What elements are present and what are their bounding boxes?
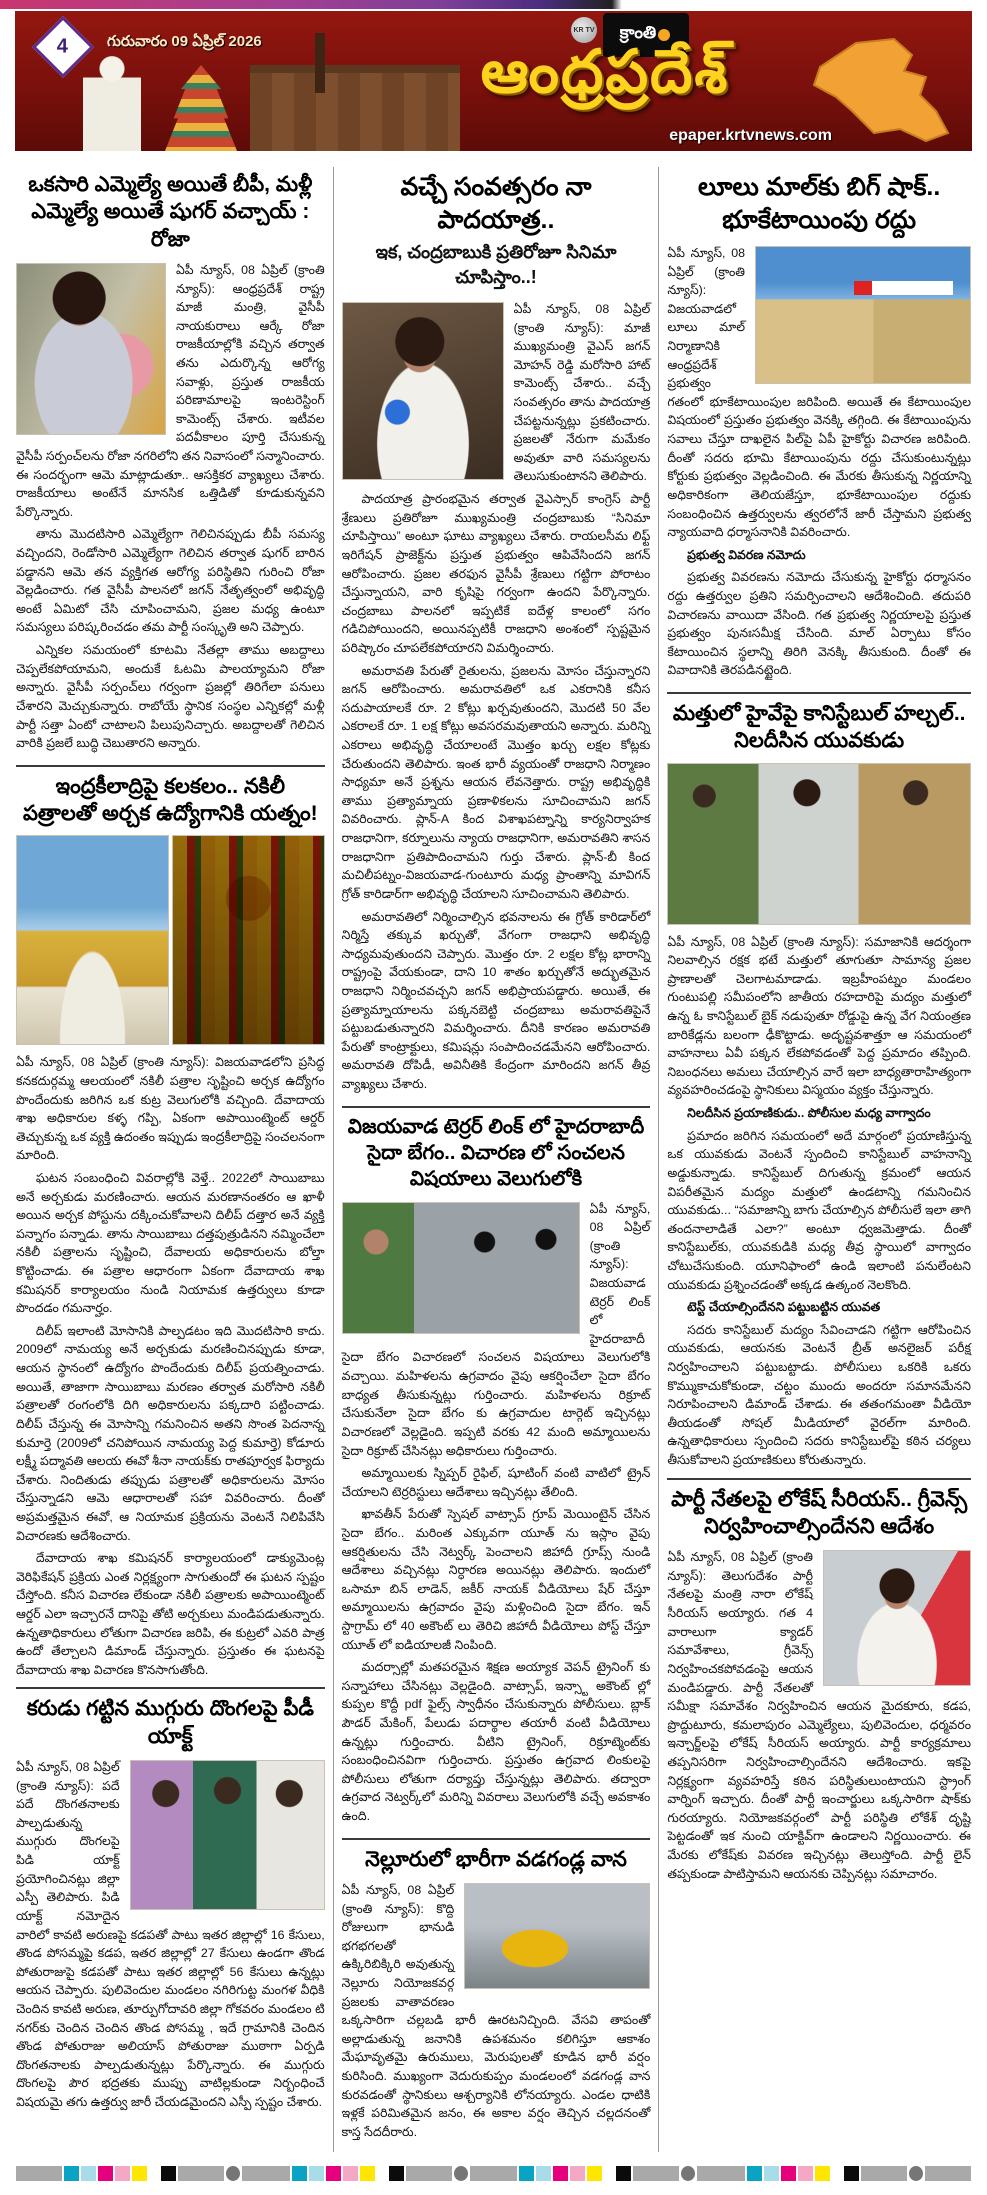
nellore-rain-photo bbox=[464, 1883, 650, 1989]
body-paragraph: సదరు కానిస్టేబుల్ మద్యం సేవించాడని గట్టిగా ఆరోపించిన యువకుడు, ఆయనకు వెంటనే బ్రీత్ అనలైజర్ పరీక్ష నిర్వహించాలని పట్టుబట్టాడు. పోలీసులు ఒకరికి ఒకరు కొమ్ముకాచుకోకుండా, చట్టం ముందు అందరూ సమానమేనని నిరూపించాలని డిమాండ్ చేశాడు. ఈ తతంగమంతా వీడియో తీయడంతో సోషల్ మీడియాలో వైరల్‌గా మారింది. ఉన్నతాధికారులు స్పందించి సదరు కానిస్టేబుల్‌పై కఠిన చర్యలు తీసుకోవాలని ప్రయాణికులు కోరుతున్నారు. bbox=[667, 1322, 971, 1468]
body-paragraph: అమ్మాయిలకు స్నిప్పర్ రైఫిల్, షూటింగ్ వంటి వాటిలో ట్రైన్ చేయాలని టెర్రరిస్టులు ఆదేశాలు ఇచ్చినట్లు తేలింది. bbox=[341, 1466, 651, 1499]
article-temple-body bbox=[16, 1053, 325, 1679]
article-pd-act-headline: కరుడు గట్టిన ముగ్గురు దొంగలపై పీడీ యాక్ట్ bbox=[26, 1697, 314, 1748]
article-temple-headline: ఇంద్రకీలాద్రిపై కలకలం.. నకిలీ పత్రాలతో అర్చక ఉద్యోగానికి యత్నం! bbox=[22, 774, 318, 826]
article-roja-body bbox=[16, 261, 325, 757]
krtv-logo-icon: KR TV bbox=[571, 17, 597, 43]
ap-map-graphic bbox=[808, 37, 958, 143]
article-temple-fraud bbox=[16, 773, 325, 1680]
roja-photo bbox=[16, 263, 166, 435]
article-nellore-rain bbox=[342, 1846, 651, 2146]
body-paragraph: తాను మొదటిసారి ఎమ్మెల్యేగా గెలిచినప్పుడు బీపీ సమస్య వచ్చిందని, రెండోసారి ఎమ్మెల్యేగా గెలిచిన తర్వాత షుగర్ బారిన పడ్డానని ఆమె తన వ్యక్తిగత ఆరోగ్య పరిస్థితిని గురించి రోజా వెల్లడించారు. గత వైసీపీ పాలనలో జగన్ నేతృత్వంలో అభివృద్ధి అంటే ఏమిటో చేసి చూపించామని, ప్రజల మధ్య ఉంటూ సమస్యలు పరిష్కరించడం తమ పార్టీ సంస్కృతి అని చెప్పారు. bbox=[16, 527, 325, 635]
temple-gopuram-graphic bbox=[165, 65, 237, 151]
article-terror-headline: విజయవాడ టెర్రర్ లింక్ లో హైదరాబాదీ సైదా బేగం.. విచారణ లో సంచలన విషయాలు వెలుగులోకి bbox=[347, 1115, 645, 1190]
article-pd-act bbox=[16, 1695, 325, 2115]
body-paragraph: ప్రమాదం జరిగిన సమయంలో అదే మార్గంలో ప్రయాణిస్తున్న ఒక యువకుడు వెంటనే స్పందించి కానిస్టేబుల్ వాహనాన్ని అడ్డుకున్నాడు. కానిస్టేబుల్ దిగుతున్న క్రమంలో ఆయన విపరీతమైన మద్యం మత్తులో ఉండటాన్ని గమనించిన యువకుడు... “సమాజాన్ని బాగు చేయాల్సిన పోలీసులే ఇలా తాగి తందనాలాడితే ఎలా?” అంటూ ధ్వజమెత్తాడు. దీంతో కానిస్టేబుల్‌కు, యువకుడికి మధ్య తీవ్ర స్థాయిలో వాగ్వాదం చోటుచేసుకుంది. యూనిఫాంలో ఉండి ఇలాంటి పనులేంటని యువకుడు ప్రశ్నించడంతో అక్కడ ఉత్కంఠ నెలకొంది. bbox=[667, 1128, 971, 1292]
article-divider bbox=[667, 692, 971, 694]
article-lokesh-headline: పార్టీ నేతలపై లోకేష్ సీరియస్.. గ్రీవెన్స్ నిర్వహించాల్సిందేనని ఆదేశం bbox=[671, 1487, 968, 1538]
column-middle bbox=[342, 167, 651, 2152]
article-nellore-body bbox=[342, 1881, 651, 2146]
body-paragraph: అమరావతిలో నిర్మించాల్సిన భవనాలను ఈ గ్రోత్ కారిడార్‌లో నిర్మిస్తే తక్కువ ఖర్చుతో, వేగంగా రాజధాని అభివృద్ధి సాధ్యమవుతుందని చెప్పారు. మొత్తం రూ. 2 లక్షల కోట్ల భారాన్ని రాష్ట్రంపై వేయకుండా, దాని 10 శాతం ఖర్చుతోనే అద్భుతమైన రాజధాని నిర్మించవచ్చని జగన్ అభిప్రాయపడ్డారు. అయితే, ఈ ప్రత్యామ్నాయాలను పక్కనబెట్టి చంద్రబాబు అమరావతిపైనే పట్టుబడుతున్నారని విమర్శించారు. దీనికి కారణం అమరావతి పేరుతో కాంట్రాక్టులు, కమిషన్లు సంపాదించడమేనని ఆరోపించారు. అమరావతి దోపిడీ, అవినీతికి కేంద్రంగా మారిందని జగన్ తీవ్ర వ్యాఖ్యలు చేశారు. bbox=[341, 909, 651, 1091]
article-roja bbox=[16, 171, 325, 757]
body-paragraph: ఎన్నికల సమయంలో కూటమి నేతల్లా తాము అబద్దాలు చెప్పలేకపోయామని, అందుకే ఓటమి పాలయ్యామని రోజా అన్నారు. వైసీపీ సర్పంచ్‌లు గర్వంగా ప్రజల్లో తిరిగేలా పనులు చేశారని మెచ్చుకున్నారు. రాబోయే స్థానిక సంస్థల ఎన్నికల్లో మళ్లీ పార్టీ సత్తా ఏంటో చాటాలని పిలుపునిచ్చారు. అబద్దాలతో గెలిచిన వారికి ప్రజలే బుద్ధి చెబుతారని అన్నారు. bbox=[16, 643, 325, 751]
body-paragraph: దేవాదాయ శాఖ కమిషనర్ కార్యాలయంలో డాక్యుమెంట్ల వెరిఫికేషన్ ప్రక్రియ ఎంత నిర్లక్ష్యంగా సాగుతుందో ఈ ఘటన స్పష్టం చేస్తోంది. కనీస విచారణ లేకుండా నకిలీ పత్రాలకు అపాయింట్మెంట్ ఆర్డర్ ఎలా ఇచ్చారనే దానిపై తోటి అర్చకులు మండిపడుతున్నారు. ఉన్నతాధికారులు లోతుగా విచారణ జరిపి, ఈ కుట్రలో ఎవరి పాత్ర ఉందో తేల్చాలని డిమాండ్ చేస్తున్నారు. ప్రస్తుతం ఈ ఘటనపై దేవాదాయ శాఖ విచారణ కొనసాగుతోంది. bbox=[16, 1551, 325, 1677]
article-lulu-mall bbox=[667, 171, 971, 684]
body-paragraph: మదర్సాల్లో మతపరమైన శిక్షణ అయ్యాక వెపన్ ట్రైనింగ్ కు సన్నాహాలు చేసినట్లు వెల్లడైంది. వాట్సాప్, ఇన్స్టా అకౌంట్ ల్లో కుప్పల కొద్దీ pdf ఫైల్స్ స్వాధీనం చేసుకున్నారు పోలీసులు. బ్లాక్ పౌడర్ మేకింగ్, పేలుడు పదార్థాల తయారీ వంటి వీడియోలు ఉన్నట్లు గుర్తించారు. వీటిని ట్రైనింగ్, రిక్రూట్మెంట్‌కు సంబంధించినవిగా గుర్తించారు. ప్రస్తుతం ఉగ్రవాద లింకులపై పోలీసులు లోతుగా దర్యాప్తు చేస్తున్నట్లు తెలిపారు. తద్వారా ఉగ్రవాద నెట్వర్క్‌లో మరిన్ని వివరాలు వెలుగులోకి వచ్చే అవకాశం ఉంది. bbox=[341, 1660, 651, 1824]
article-divider bbox=[667, 1478, 971, 1480]
print-registration-strip-top bbox=[0, 0, 987, 9]
column-divider bbox=[658, 167, 659, 2152]
saida-begum-terror-photo bbox=[342, 1202, 580, 1334]
article-jagan-headline: వచ్చే సంవత్సరం నా పాదయాత్ర.. bbox=[400, 173, 592, 234]
body-paragraph: దిలీప్ ఇలాంటి మోసానికి పాల్పడటం ఇది మొదటిసారి కాదు. 2009లో నామయ్య అనే అర్చకుడు మరణించినప్పుడు కూడా, ఆయన స్థానంలో ఉద్యోగం పొందేందుకు దిలీప్ ప్రయత్నించాడు. అయితే, తాజాగా సాయిబాబు మరణం తర్వాత మరోసారి నకిలీ పత్రాలతో రంగంలోకి దిగి అధికారులను పక్కదారి పట్టించాడు. దిలీప్ చేస్తున్న ఈ మోసాన్ని గమనించిన అతని సొంత పెదనాన్న కుమార్తె (2009లో చనిపోయిన నామయ్య పెద్ద కుమార్తె) కోడూరు లక్ష్మీ పద్మావతి ఆలయ ఈవో శీనా నాయక్‌కు రాతపూర్వక ఫిర్యాదు చేశారు. నిందితుడు తప్పుడు పత్రాలతో అధికారులను మోసం చేస్తున్నాడని ఆమె ఆధారాలతో సహా వివరించారు. దీంతో అప్రమత్తమైన ఈవో, ఆ నియామక ప్రక్రియను వెంటనే నిలిపివేసి విచారణకు ఆదేశించారు. bbox=[16, 1323, 325, 1543]
article-divider bbox=[16, 765, 325, 767]
page-content bbox=[0, 159, 987, 2156]
article-drunk-constable bbox=[667, 700, 971, 1470]
three-thieves-photo bbox=[130, 1760, 325, 1910]
column-divider bbox=[333, 167, 334, 2152]
body-paragraph: పాదయాత్ర ప్రారంభమైన తర్వాత వైఎస్సార్ కాంగ్రెస్ పార్టీ శ్రేణులు ప్రతిరోజూ ముఖ్యమంత్రి చంద్రబాబుకు “సినిమా చూపిస్తాయి” అంటూ ఘాటు వ్యాఖ్యలు చేశారు. రాయలసీమ లిఫ్ట్ ఇరిగేషన్ ప్రాజెక్ట్‌ను ప్రస్తుత ప్రభుత్వం ఆపివేసిందని జగన్ ఆరోపించారు. ప్రజల తరఫున వైసీపీ శ్రేణులు గట్టిగా పోరాటం చేస్తున్నాయని, వారి కృషిపై గర్వంగా ఉందని పేర్కొన్నారు. చంద్రబాబు పాలనలో ఇప్పటికే ఐదేళ్ల కాలంలో సగం గడిచిపోయిందని, అయినప్పటికీ రాజధాని అంశంలో స్పష్టమైన పరిష్కారం చూపలేకపోయారని విమర్శించారు. bbox=[341, 492, 651, 655]
inline-subhead: టెస్ట్ చేయాల్సిందేనని పట్టుబట్టిన యువత bbox=[687, 1300, 881, 1315]
body-paragraph: ప్రభుత్వ వివరణను నమోదు చేసుకున్న హైకోర్టు ధర్మాసనం రద్దు ఉత్తర్వుల ప్రతిని సమర్పించాలని ఆదేశించింది. తదుపరి విచారణను వాయిదా వేసింది. గత ప్రభుత్వ నిర్ణయాలపై ప్రస్తుత ప్రభుత్వం పునఃసమీక్ష చేసింది. మాల్ ఏర్పాటు కోసం కేటాయించిన స్థలాన్ని తిరిగి వెనక్కి తీసుకుంది. దీంతో ఈ వివాదానికి తెరపడినట్టైంది. bbox=[667, 570, 971, 678]
body-paragraph: ఏపీ న్యూస్, 08 ఏప్రిల్ (క్రాంతి న్యూస్): పదే పదే దొంగతనాలకు పాల్పడుతున్న ముగ్గురు దొంగలపై పిడి యాక్ట్ ప్రయోగించినట్లు జిల్లా ఎస్పీ తెలిపారు. పిడి యాక్ట్ నమోదైన వారిలో కావటి అరుణపై కడపతో పాటు ఇతర జిల్లాల్లో 16 కేసులు, తొండ పోసమ్మపై కడప, ఇతర జిల్లాల్లో 27 కేసులు ఉండగా తొండ పోతురాజుపై కడపతో పాటు ఇతర జిల్లాల్లో 56 కేసులు ఉన్నట్లు ఆయన చెప్పారు. పులివెందుల మండలం నగిరిగుట్ట మంగళ వీధికి చెందిన కావటి అరుణ, తూర్పుగోదావరి జిల్లా గోకవరం మండలం టి నగర్‌కు చెందిన చెందిన తొండ పోసమ్మ , ఇదే గ్రామానికి చెందిన తొండ పోతురాజు అలియాస్ పోతురాజు ముఠాగా ఏర్పడి దొంగతనాలకు పాల్పడుతున్నట్లు పేర్కొన్నారు. ఈ ముగ్గురు దొంగలపై పౌర భద్రతకు ముప్పు వాటిల్లకుండా నిర్బంధించే విషయమై తగు ఉత్తర్వు జారీ చేయడమైందని ఎస్పీ స్పష్టం చేశారు. bbox=[16, 1760, 325, 2109]
masthead-title: ఆంధ్రప్రదేశ్ bbox=[480, 38, 730, 105]
website-url: epaper.krtvnews.com bbox=[669, 127, 832, 144]
kranthi-brand-text: క్రాంతి bbox=[619, 23, 657, 42]
body-paragraph: ఏపీ న్యూస్, 08 ఏప్రిల్ (క్రాంతి న్యూస్): కొద్ది రోజులుగా భానుడి భగభగలతో ఉక్కిరిబిక్కిరి అవుతున్న నెల్లూరు నియోజకవర్గ ప్రజలకు వాతావరణం ఒక్కసారిగా చల్లబడి భారీ ఊరటనిచ్చింది. వేసవి తాపంతో అల్లాడుతున్న జనానికి ఉపశమనం కలిగిస్తూ ఆకాశం మేఘావృతమై ఉరుములు, మెరుపులతో కూడిన భారీ వర్షం కురిసింది. ముఖ్యంగా వెదురుకుప్పం మండలంలో వడగండ్ల వాన కురవడంతో స్థానికులు ఆశ్చర్యానికి లోనయ్యారు. ఎండల ధాటికి ఇళ్లకే పరిమితమైన జనం, ఈ అకాల వర్షం తెచ్చిన చల్లదనంతో కాస్త సేదదీరారు. bbox=[341, 1883, 651, 2139]
article-jagan-subheadline: ఇక, చంద్రబాబుకి ప్రతిరోజూ సినిమా చూపిస్తాం..! bbox=[375, 242, 617, 287]
article-nellore-headline: నెల్లూరులో భారీగా వడగండ్ల వాన bbox=[365, 1847, 627, 1871]
inline-subhead: నిలదీసిన ప్రయాణికుడు.. పోలీసుల మధ్య వాగ్వాదం bbox=[687, 1106, 931, 1121]
article-lulu-body bbox=[667, 244, 971, 684]
lulu-mall-photo bbox=[755, 246, 971, 384]
article-constable-body bbox=[667, 933, 971, 1470]
date-line: గురువారం 09 ఏప్రిల్ 2026 bbox=[107, 33, 262, 50]
body-paragraph: ఘటన సంబంధించి వివరాల్లోకి వెళ్తే.. 2022లో సాయిబాబు అనే అర్చకుడు మరణించారు. ఆయన మరణానంతరం ఆ ఖాళీ అయిన అర్చక పోస్టును దక్కించుకోవాలని దిలీప్ దత్తార అనే వ్యక్తి పన్నాగం పన్నాడు. తాను సాయిబాబు దత్తపుత్రుడినని నమ్మించేలా నకిలీ పత్రాలను సృష్టించి, దేవాలయ అధికారులను బోల్తా కొట్టించాడు. ఈ పత్రాల ఆధారంగా ఏకంగా దేవాదాయ శాఖ కమిషనర్ కార్యాలయం నుండి నియామక ఉత్తర్వులు కూడా పొందడం గమనార్హం. bbox=[16, 1170, 325, 1316]
article-lokesh-serious bbox=[667, 1486, 971, 1888]
body-paragraph: అమరావతి పేరుతో రైతులను, ప్రజలను మోసం చేస్తున్నారని జగన్ ఆరోపించారు. అమరావతిలో ఒక ఎకరానికి కనీస సదుపాయాలకే రూ. 2 కోట్లు ఖర్చవుతుందని, మొదటి 50 వేల ఎకరాలకే రూ. 1 లక్ష కోట్లు అవసరమవుతాయని అన్నారు. మరిన్ని ఎకరాలు అభివృద్ధి చేయాలంటే మొత్తం ఖర్చు లక్షల కోట్లకు చేరుతుందని తెలిపారు. ఇంత భారీ వ్యయంతో రాజధాని నిర్మాణం సాధ్యమా అనే ప్రశ్నను ఆయన లేవనెత్తారు. రాష్ట్ర అభివృద్ధికి తాము ప్రత్యామ్నాయ ప్రణాళికలను సూచించామని జగన్ వివరించారు. ప్లాన్-A కింద విశాఖపట్నాన్ని కార్యనిర్వాహక రాజధానిగా, కర్నూలును న్యాయ రాజధానిగా, అమరావతిని శాసన రాజధానిగా ప్రతిపాదించామని గుర్తు చేశారు. ప్లాన్-బీ కింద మచిలీపట్నం-విజయవాడ-గుంటూరు మధ్య ప్రాంతాన్ని మావిగన్ గ్రోత్ కారిడార్‌గా అభివృద్ధి చేయాలని సూచించామని తెలిపారు. bbox=[341, 663, 651, 901]
body-paragraph: ఏపీ న్యూస్, 08 ఏప్రిల్ (క్రాంతి న్యూస్): విజయవాడలో లూలు మాల్ నిర్మాణానికి ఆంధ్రప్రదేశ్ ప్రభుత్వం గతంలో భూకేటాయింపుల జరిపింది. అయితే ఈ కేటాయింపుల విషయంలో ప్రస్తుతం ప్రభుత్వం వెనక్కి తగ్గింది. ఈ కేటాయింపును సవాలు చేస్తూ దాఖలైన పిల్‌పై ఏపీ హైకోర్టు విచారణ జరిపింది. దీంతో సదరు భూమి కేటాయింపును రద్దు చేసుకుంటున్నట్లు కోర్టుకు ప్రభుత్వం వెల్లడించింది. ఈ మేరకు తీసుకున్న నిర్ణయాన్ని అధికారికంగా తెలియజేస్తూ, భూకేటాయింపుల రద్దుకు సంబంధించిన ఉత్తర్వులను త్వరలోనే జారీ చేస్తామని ప్రభుత్వ న్యాయవాది ధర్మాసనానికి వివరించారు. bbox=[667, 246, 971, 540]
jagan-photo bbox=[342, 302, 504, 480]
article-jagan-padayatra bbox=[342, 171, 651, 1098]
article-terror-body bbox=[342, 1200, 651, 1830]
buddha-statue-graphic bbox=[83, 53, 141, 151]
page-number: 4 bbox=[57, 35, 69, 58]
body-paragraph: ఏపీ న్యూస్, 08 ఏప్రిల్ (క్రాంతి న్యూస్): తెలుగుదేశం పార్టీ నేతలపై మంత్రి నారా లోకేష్ సీరియస్ అయ్యారు. గత 4 వారాలుగా క్యాడర్ సమావేశాలు, గ్రీవెన్స్ నిర్వహించకపోవడంపై ఆయన మండిపడ్డారు. పార్టీ నేతలతో సమీక్షా సమావేశం నిర్వహించిన ఆయన మైదకూరు, కడప, ప్రొద్దుటూరు, కమలాపురం ఎమ్మెల్యేలు, పులివెందుల, ధర్మవరం ఇన్చార్జ్‌లపై లోకేష్ సీరియస్ అయ్యారు. పార్టీ కార్యక్రమాలు తప్పనిసరిగా నిర్వహించాల్సిందేనని ఆదేశించారు. ఇకపై నిర్లక్ష్యంగా వ్యవహరిస్తే కఠిన పరిస్థితులుంటాయని స్ట్రాంగ్ వార్నింగ్ ఇచ్చారు. దీంతో పార్టీ ఇంచార్జులు ఒక్కసారిగా షాక్‌కు గురయ్యారు. నియోజకవర్గంలో పార్టీ పరిస్థితి లోకేశ్ దృష్టి పెట్టడంతో ఇక నుంచి యాక్టివ్‌గా ఉండాలని నిర్ణయించారు. ఈ మేరకు లోకేష్‌కు వివరణ ఇచ్చినట్లు తెలుస్తోంది. పార్టీ లైన్ తప్పకుండా పాటిస్తామని ఆయనకు చెప్పినట్లు సమాచారం. bbox=[667, 1550, 971, 1881]
article-jagan-body bbox=[342, 300, 651, 1098]
body-paragraph: ఖావతీన్ పేరుతో స్పెషల్ వాట్సాప్ గ్రూప్ మెయింటైన్ చేసిన సైదా బేగం.. మరింత ఎక్కువగా యూత్ ను ఇస్లాం వైపు ఆకర్షితులను చేసి నెట్వర్క్ పెంచాలని జిహాదీ గ్రూప్స్ నుండి ఆదేశాలు వచ్చినట్లు నిర్ధారణ అయినట్లు తెలిపారు. ఇందులో ఒసామా బిన్ లాడెన్, జకీర్ నాయక్ వీడియోలు షేర్ చేస్తూ అమ్మాయిలను ఉగ్రవాదం వైపు మళ్లించింది సైదా బేగం. ఇన్ స్టాగ్రామ్ లో 40 అకౌంట్ లు తెరిచి జిహాదీ వీడియోలు పోస్ట్ చేస్తూ యూత్ లో ఐడియాలజీ నింపింది. bbox=[341, 1507, 651, 1652]
body-paragraph: ఏపీ న్యూస్, 08 ఏప్రిల్ (క్రాంతి న్యూస్): సమాజానికి ఆదర్శంగా నిలవాల్సిన రక్షక భటే మత్తులో తూగుతూ సామాన్య ప్రజల ప్రాణాలతో చెలగాటమాడాడు. ఇబ్రహీంపట్నం మండలం గుంటుపల్లి సమీపంలోని జాతీయ రహదారిపై మద్యం మత్తులో ఉన్న ఓ కానిస్టేబుల్ బైక్ నడుపుతూ రోడ్డుపై ఉన్న వేగ నియంత్రణ బారికేడ్లను బలంగా ఢీకొట్టాడు. అదృష్టవశాత్తూ ఆ సమయంలో వాహనాలు ఏవీ పక్కన లేకపోవడంతో పెద్ద ప్రమాదం తప్పింది. నిబంధనలు అమలు చేయాల్సిన వారే ఇలా బాధ్యతారాహిత్యంగా వ్యవహరించడంపై స్థానికులు విస్మయం వ్యక్తం చేస్తున్నారు. bbox=[667, 934, 971, 1098]
article-terror-link bbox=[342, 1114, 651, 1830]
article-divider bbox=[16, 1687, 325, 1689]
durga-idol-photo bbox=[172, 835, 325, 1045]
article-lulu-headline: లూలు మాల్‌కు బిగ్ షాక్.. భూకేటాయింపు రద్దు bbox=[698, 173, 941, 234]
body-paragraph: ఏపీ న్యూస్, 08 ఏప్రిల్ (క్రాంతి న్యూస్): విజయవాడలోని ప్రసిద్ధ కనకదుర్గమ్మ ఆలయంలో నకిలీ పత్రాల సృష్టించి అర్చక ఉద్యోగం పొందేందుకు జరిగిన ఒక కుట్ర వెలుగులోకి వచ్చింది. దేవాదాయ శాఖ అధికారుల కళ్ళ గప్పి, ఏకంగా అపాయింట్మెంట్ ఆర్డర్ తెచ్చుకున్న ఒక వ్యక్తి ఉదంతం ఇప్పుడు ఇంద్రకీలాద్రిపై సంచలనంగా మారింది. bbox=[16, 1055, 325, 1163]
masthead-banner bbox=[15, 11, 972, 151]
article-lokesh-body bbox=[667, 1548, 971, 1887]
column-right bbox=[667, 167, 971, 2152]
lokesh-photo bbox=[823, 1550, 971, 1686]
body-paragraph: ఏపీ న్యూస్, 08 ఏప్రిల్ (క్రాంతి న్యూస్): మాజీ ముఖ్యమంత్రి వైఎస్ జగన్ మోహన్ రెడ్డి మరోసారి హాట్ కామెంట్స్ చేశారు.. వచ్చే సంవత్సరం తాను పాదయాత్ర చేపట్టనున్నట్లు ప్రకటించారు. ప్రజలతో నేరుగా మమేకం అవుతూ వారి సమస్యలను తెలుసుకుంటానని తెలిపారు. bbox=[513, 302, 651, 484]
temple-photos bbox=[16, 835, 325, 1045]
column-left bbox=[16, 167, 325, 2152]
article-divider bbox=[342, 1106, 651, 1108]
body-paragraph: ఏపీ న్యూస్, 08 ఏప్రిల్ (క్రాంతి న్యూస్): ఆంధ్రప్రదేశ్ రాష్ట్ర మాజీ మంత్రి, వైసీపీ నాయకురాలు ఆర్కే రోజా రాజకీయాల్లోకి వచ్చిన తర్వాత తను ఎదుర్కొన్న ఆరోగ్య సవాళ్లు, ప్రస్తుత రాజకీయ పరిణామాలపై ఇంటరెస్టింగ్ కామెంట్స్ చేశారు. ఇటీవల పదవీకాలం పూర్తి చేసుకున్న వైసీపీ సర్పంచ్‌లను రోజా నగరిలోని తన నివాసంలో సన్మానించారు. ఈ సందర్భంగా ఆమె మాట్లాడుతూ.. ఆసక్తికర వ్యాఖ్యలు చేశారు. రాజకీయాలు అంటేనే మానసిక ఒత్తిడితో కూడుకున్నవని పేర్కొన్నారు. bbox=[16, 262, 325, 519]
constable-incident-photos bbox=[667, 763, 971, 925]
kanakadurga-temple-photo bbox=[16, 835, 169, 1045]
article-constable-headline: మత్తులో హైవేపై కానిస్టేబుల్ హల్చల్.. నిలదీసిన యువకుడు bbox=[672, 702, 966, 753]
article-roja-headline: ఒకసారి ఎమ్మెల్యే అయితే బీపీ, మళ్లీ ఎమ్మెల్యే అయితే షుగర్ వచ్చాయ్ : రోజా bbox=[28, 173, 313, 251]
body-paragraph: ఏపీ న్యూస్, 08 ఏప్రిల్ (క్రాంతి న్యూస్): విజయవాడ టెర్రర్ లింక్ లో హైదరాబాదీ సైదా బేగం విచారణలో సంచలన విషయాలు వెలుగులోకి వచ్చాయి. మహిళలను ఉగ్రవాదం వైపు ఆకర్షించేలా సైదా బేగం బాధ్యత తీసుకున్నట్లు గుర్తించారు. మహిళలను రిక్రూట్ చేసుకునేలా సైదా బేగం కు ఉగ్రవాదుల టార్గెట్ ఇచ్చినట్లు విచారణలో వెల్లడైంది. ఇప్పటి వరకు 42 మంది అమ్మాయిలను సైదా రిక్రూట్ చేసినట్లు అధికారులు గుర్తించారు. bbox=[341, 1201, 651, 1458]
color-calibration-strip bbox=[16, 2166, 971, 2181]
pillar-graphic bbox=[315, 33, 325, 93]
article-pd-act-body bbox=[16, 1758, 325, 2116]
inline-subhead: ప్రభుత్వ వివరణ నమోదు bbox=[687, 547, 806, 562]
article-divider bbox=[342, 1838, 651, 1840]
